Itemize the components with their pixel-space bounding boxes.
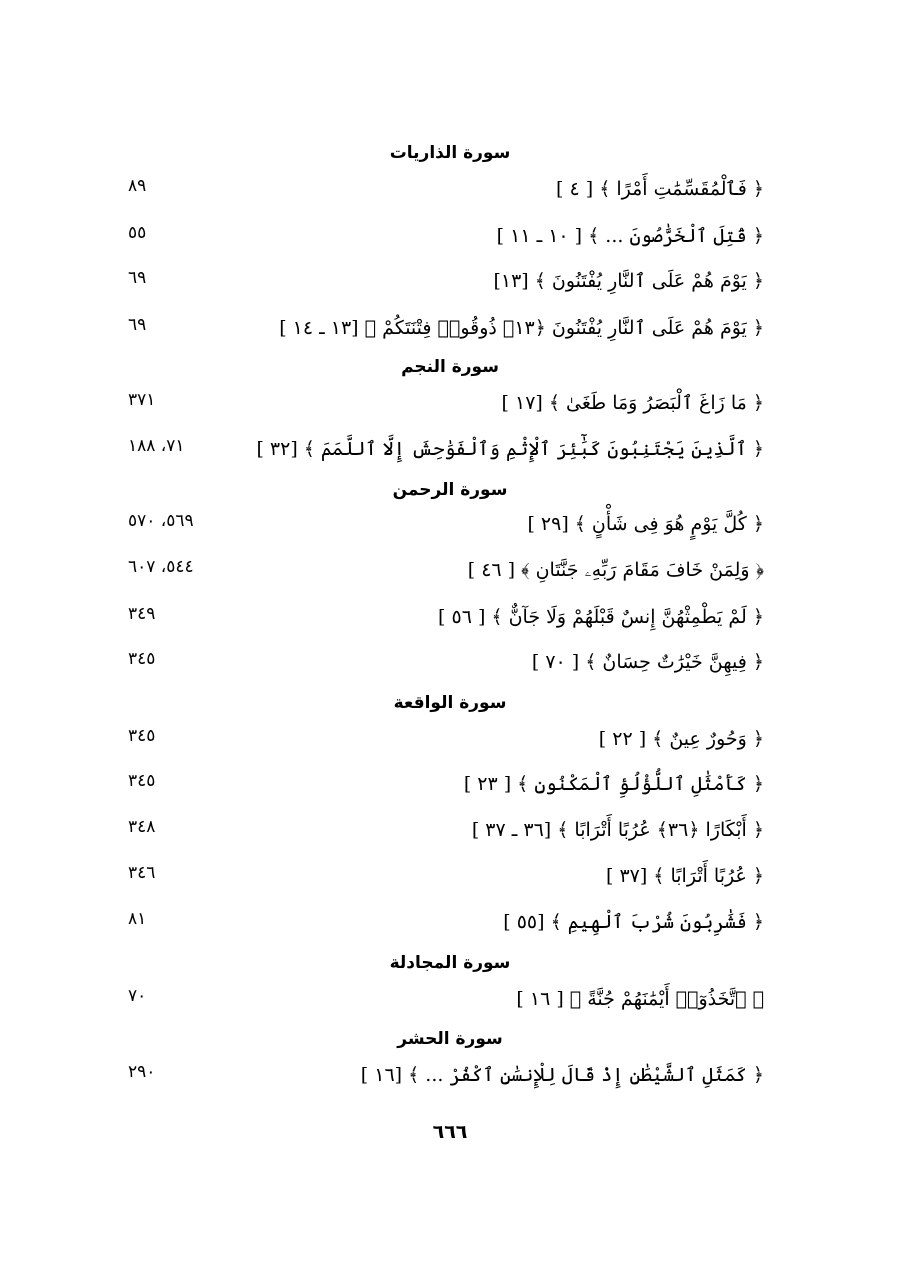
- verse-text: ﴿ فَٱلْمُقَسِّمَٰتِ أَمْرًا ﴾ [ ٤ ]: [556, 178, 764, 200]
- index-entry: [0, 905, 900, 939]
- surah-title-waqia: سورة الواقعة: [393, 693, 507, 713]
- index-entry: [0, 645, 900, 679]
- page-reference: ٧١، ١٨٨: [128, 436, 185, 456]
- verse-text: ﴿ يَوْمَ هُمْ عَلَى ٱلنَّارِ يُفْتَنُونَ ﴾ [١٣]: [493, 270, 764, 292]
- verse-text: ﴿ وَلِمَنْ خَافَ مَقَامَ رَبِّهِۦ جَنَّتَانِ ﴾ [ ٤٦ ]: [467, 559, 764, 581]
- surah-title-dhariyat: سورة الذاريات: [389, 143, 511, 163]
- verse-text: ﴿ ٱلَّذِينَ يَجْتَنِبُونَ كَبَٰٓئِرَ ٱلْإِثْمِ وَٱلْفَوَٰحِشَ إِلَّا ٱللَّمَمَ ﴾ [٣٢ ]: [256, 438, 764, 460]
- page-reference: ٦٩: [128, 315, 147, 335]
- verse-text: ﴿ كُلَّ يَوْمٍ هُوَ فِى شَأْنٍ ﴾ [٢٩ ]: [527, 513, 764, 535]
- verse-text: ﴿ ٱتَّخَذُوٓا۟ أَيْمَٰنَهُمْ جُنَّةً ﴾ [ ١٦ ]: [516, 988, 764, 1010]
- page-reference: ٣٤٩: [128, 604, 156, 624]
- index-entry: [0, 432, 900, 466]
- index-entry: [0, 264, 900, 298]
- verse-text: ﴿ عُرُبًا أَتْرَابًا ﴾ [٣٧ ]: [605, 865, 764, 887]
- page-reference: ٣٤٥: [128, 726, 156, 746]
- verse-text: ﴿ وَحُورٌ عِينٌ ﴾ [ ٢٢ ]: [598, 728, 764, 750]
- page-reference: ٧٠: [128, 986, 147, 1006]
- verse-text: ﴿ أَبْكَارًا ﴿٣٦﴾ عُرُبًا أَتْرَابًا ﴾ [٣٦ ـ ٣٧ ]: [471, 819, 764, 841]
- index-entry: [0, 386, 900, 420]
- page-reference: ٥٥: [128, 223, 147, 243]
- page-reference: ٥٦٩، ٥٧٠: [128, 511, 194, 531]
- index-entry: [0, 859, 900, 893]
- surah-title-hashr: سورة الحشر: [397, 1029, 503, 1049]
- verse-text: ﴿ كَأَمْثَٰلِ ٱللُّؤْلُؤِ ٱلْمَكْنُونِ ﴾ [ ٢٣ ]: [463, 773, 764, 795]
- index-entry: [0, 982, 900, 1016]
- index-entry: [0, 311, 900, 345]
- surah-title-najm: سورة النجم: [401, 357, 499, 377]
- verse-text: ﴿ قُتِلَ ٱلْخَرَّٰصُونَ ... ﴾ [ ١٠ ـ ١١ ]: [496, 225, 764, 247]
- page-reference: ٨٩: [128, 176, 147, 196]
- page-reference: ٦٩: [128, 268, 147, 288]
- index-entry: [0, 722, 900, 756]
- verse-text: ﴿ فَشَٰرِبُونَ شُرْبَ ٱلْهِيمِ ﴾ [٥٥ ]: [503, 911, 764, 933]
- index-entry: [0, 813, 900, 847]
- page-reference: ٣٤٨: [128, 817, 156, 837]
- page-reference: ٨١: [128, 909, 147, 929]
- page-reference: ٣٧١: [128, 390, 156, 410]
- index-entry: [0, 1058, 900, 1092]
- index-entry: [0, 219, 900, 253]
- page-reference: ٢٩٠: [128, 1062, 156, 1082]
- verse-text: ﴿ فِيهِنَّ خَيْرَٰتٌ حِسَانٌ ﴾ [ ٧٠ ]: [531, 651, 764, 673]
- index-entry: [0, 600, 900, 634]
- verse-text: ﴿ مَا زَاغَ ٱلْبَصَرُ وَمَا طَغَىٰ ﴾ [١٧ ]: [501, 392, 764, 414]
- page-reference: ٣٤٥: [128, 771, 156, 791]
- index-entry: [0, 507, 900, 541]
- surah-title-rahman: سورة الرحمن: [392, 480, 508, 500]
- page-reference: ٣٤٦: [128, 863, 156, 883]
- index-entry: [0, 553, 900, 587]
- index-entry: [0, 767, 900, 801]
- verse-text: ﴿ يَوْمَ هُمْ عَلَى ٱلنَّارِ يُفْتَنُونَ ﴿١٣﴾ ذُوقُوا۟ فِتْنَتَكُمْ ﴾ [١٣ ـ ١٤ ]: [279, 317, 764, 339]
- verse-text: ﴿ كَمَثَلِ ٱلشَّيْطَٰنِ إِذْ قَالَ لِلْإِنسَٰنِ ٱكْفُرْ ... ﴾ [١٦ ]: [360, 1064, 764, 1086]
- page-reference: ٥٤٤، ٦٠٧: [128, 557, 194, 577]
- index-entry: [0, 172, 900, 206]
- page-number: ٦٦٦: [432, 1121, 468, 1143]
- page-reference: ٣٤٥: [128, 649, 156, 669]
- verse-text: ﴿ لَمْ يَطْمِثْهُنَّ إِنسٌ قَبْلَهُمْ وَلَا جَآنٌّ ﴾ [ ٥٦ ]: [438, 606, 764, 628]
- surah-title-mujadila: سورة المجادلة: [389, 953, 511, 973]
